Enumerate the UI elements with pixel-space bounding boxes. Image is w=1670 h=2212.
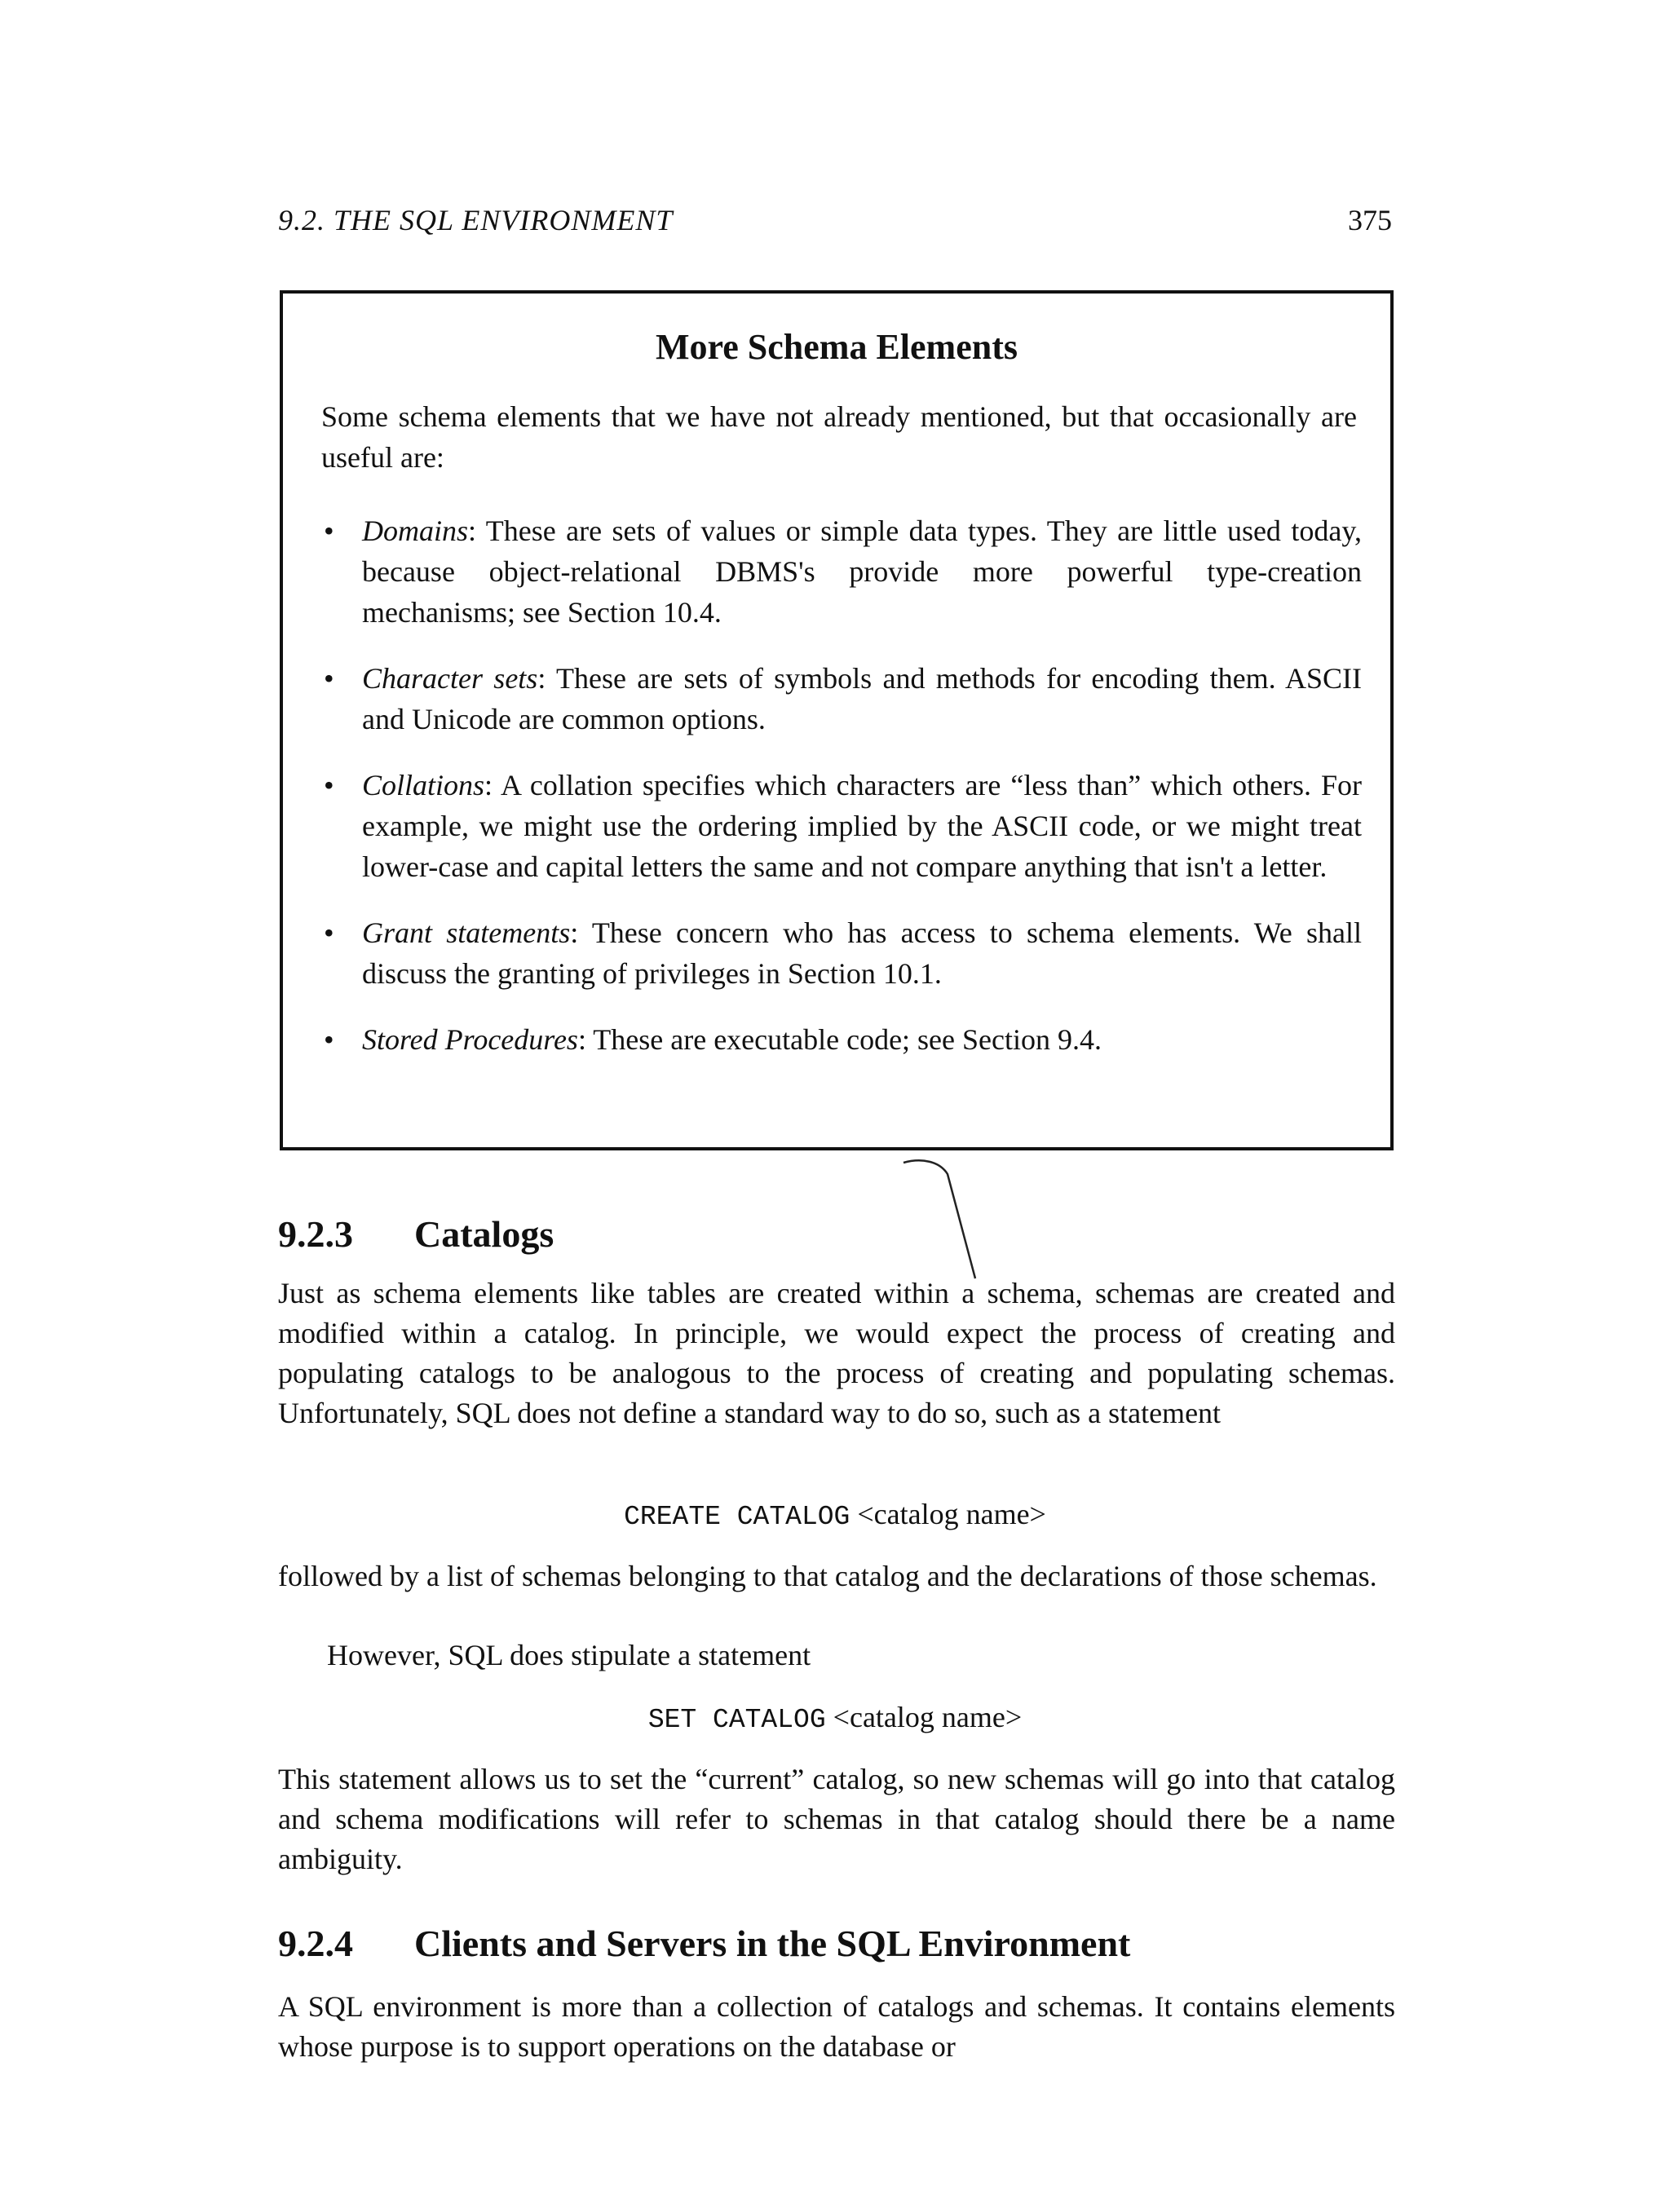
paragraph: However, SQL does stipulate a statement — [327, 1639, 811, 1671]
section-heading-catalogs — [278, 1210, 554, 1259]
item-term: Collations — [362, 769, 485, 801]
section-number: 9.2.4 — [278, 1923, 353, 1964]
item-text: : These are sets of symbols and methods for encoding them. ASCII and Unicode are common options. — [362, 662, 1362, 735]
item-term: Stored Procedures — [362, 1023, 578, 1056]
bullet: • — [324, 514, 334, 547]
paragraph: A SQL environment is more than a collection of catalogs and schemas. It contains elements whose purpose is to support operations on the database or — [278, 1990, 1395, 2063]
bullet: • — [324, 769, 334, 801]
bullet: • — [324, 1023, 334, 1056]
page-number: 375 — [1348, 204, 1392, 236]
code-keyword: CREATE CATALOG — [624, 1502, 850, 1532]
paragraph: Just as schema elements like tables are created within a schema, schemas are created and modified within a catalog. In principle, we would expect the process of creating and populating catalogs to be analogous to the process of creating and populating schemas. Unfortunately, SQL does not define a standard way to do so, such as a statement — [278, 1277, 1395, 1429]
item-text: : A collation specifies which characters are “less than” which others. For example, we might use the ordering implied by the ASCII code, or we might treat lower-case and capital letters the same and not compare anything that isn't a letter. — [362, 769, 1362, 883]
bullet: • — [324, 916, 334, 949]
list-item — [324, 912, 1363, 994]
item-text: : These are executable code; see Section 9.4. — [577, 1023, 1102, 1056]
section-title: Clients and Servers in the SQL Environment — [414, 1923, 1131, 1964]
item-text: : These concern who has access to schema elements. We shall discuss the granting of privileges in Section 10.1. — [362, 916, 1363, 990]
section-number: 9.2.3 — [278, 1213, 353, 1255]
item-text: : These are sets of values or simple data types. They are little used today, because object-relational DBMS's provide more powerful type-creation mechanisms; see Section 10.4. — [362, 514, 1362, 629]
list-item — [324, 510, 1362, 633]
section-heading-clients-servers — [278, 1919, 1130, 1968]
code-statement-create-catalog — [0, 1495, 1670, 1537]
code-statement-set-catalog — [0, 1698, 1670, 1740]
running-head — [278, 201, 1392, 240]
paragraph: This statement allows us to set the “current” catalog, so new schemas will go into that catalog and schema modifications will refer to schemas in that catalog should there be a name ambiguity. — [278, 1763, 1395, 1875]
item-term: Domains — [362, 514, 469, 547]
paragraph: followed by a list of schemas belonging to that catalog and the declarations of those schemas. — [278, 1560, 1377, 1592]
sidebar-box — [280, 290, 1394, 1150]
pen-mark-icon — [897, 1156, 987, 1287]
section-title: Catalogs — [414, 1213, 554, 1255]
list-item — [324, 765, 1362, 887]
code-argument: <catalog name> — [833, 1701, 1023, 1733]
item-term: Grant statements — [362, 916, 571, 949]
box-title: More Schema Elements — [656, 327, 1018, 367]
bullet: • — [324, 662, 334, 695]
box-list — [324, 510, 1363, 1085]
list-item — [324, 658, 1362, 740]
code-argument: <catalog name> — [857, 1498, 1046, 1530]
list-item — [324, 1019, 1362, 1060]
code-keyword: SET CATALOG — [647, 1705, 826, 1735]
running-title: 9.2. THE SQL ENVIRONMENT — [278, 204, 674, 236]
item-term: Character sets — [362, 662, 538, 695]
box-intro: Some schema elements that we have not already mentioned, but that occasionally are useful are: — [321, 400, 1357, 474]
